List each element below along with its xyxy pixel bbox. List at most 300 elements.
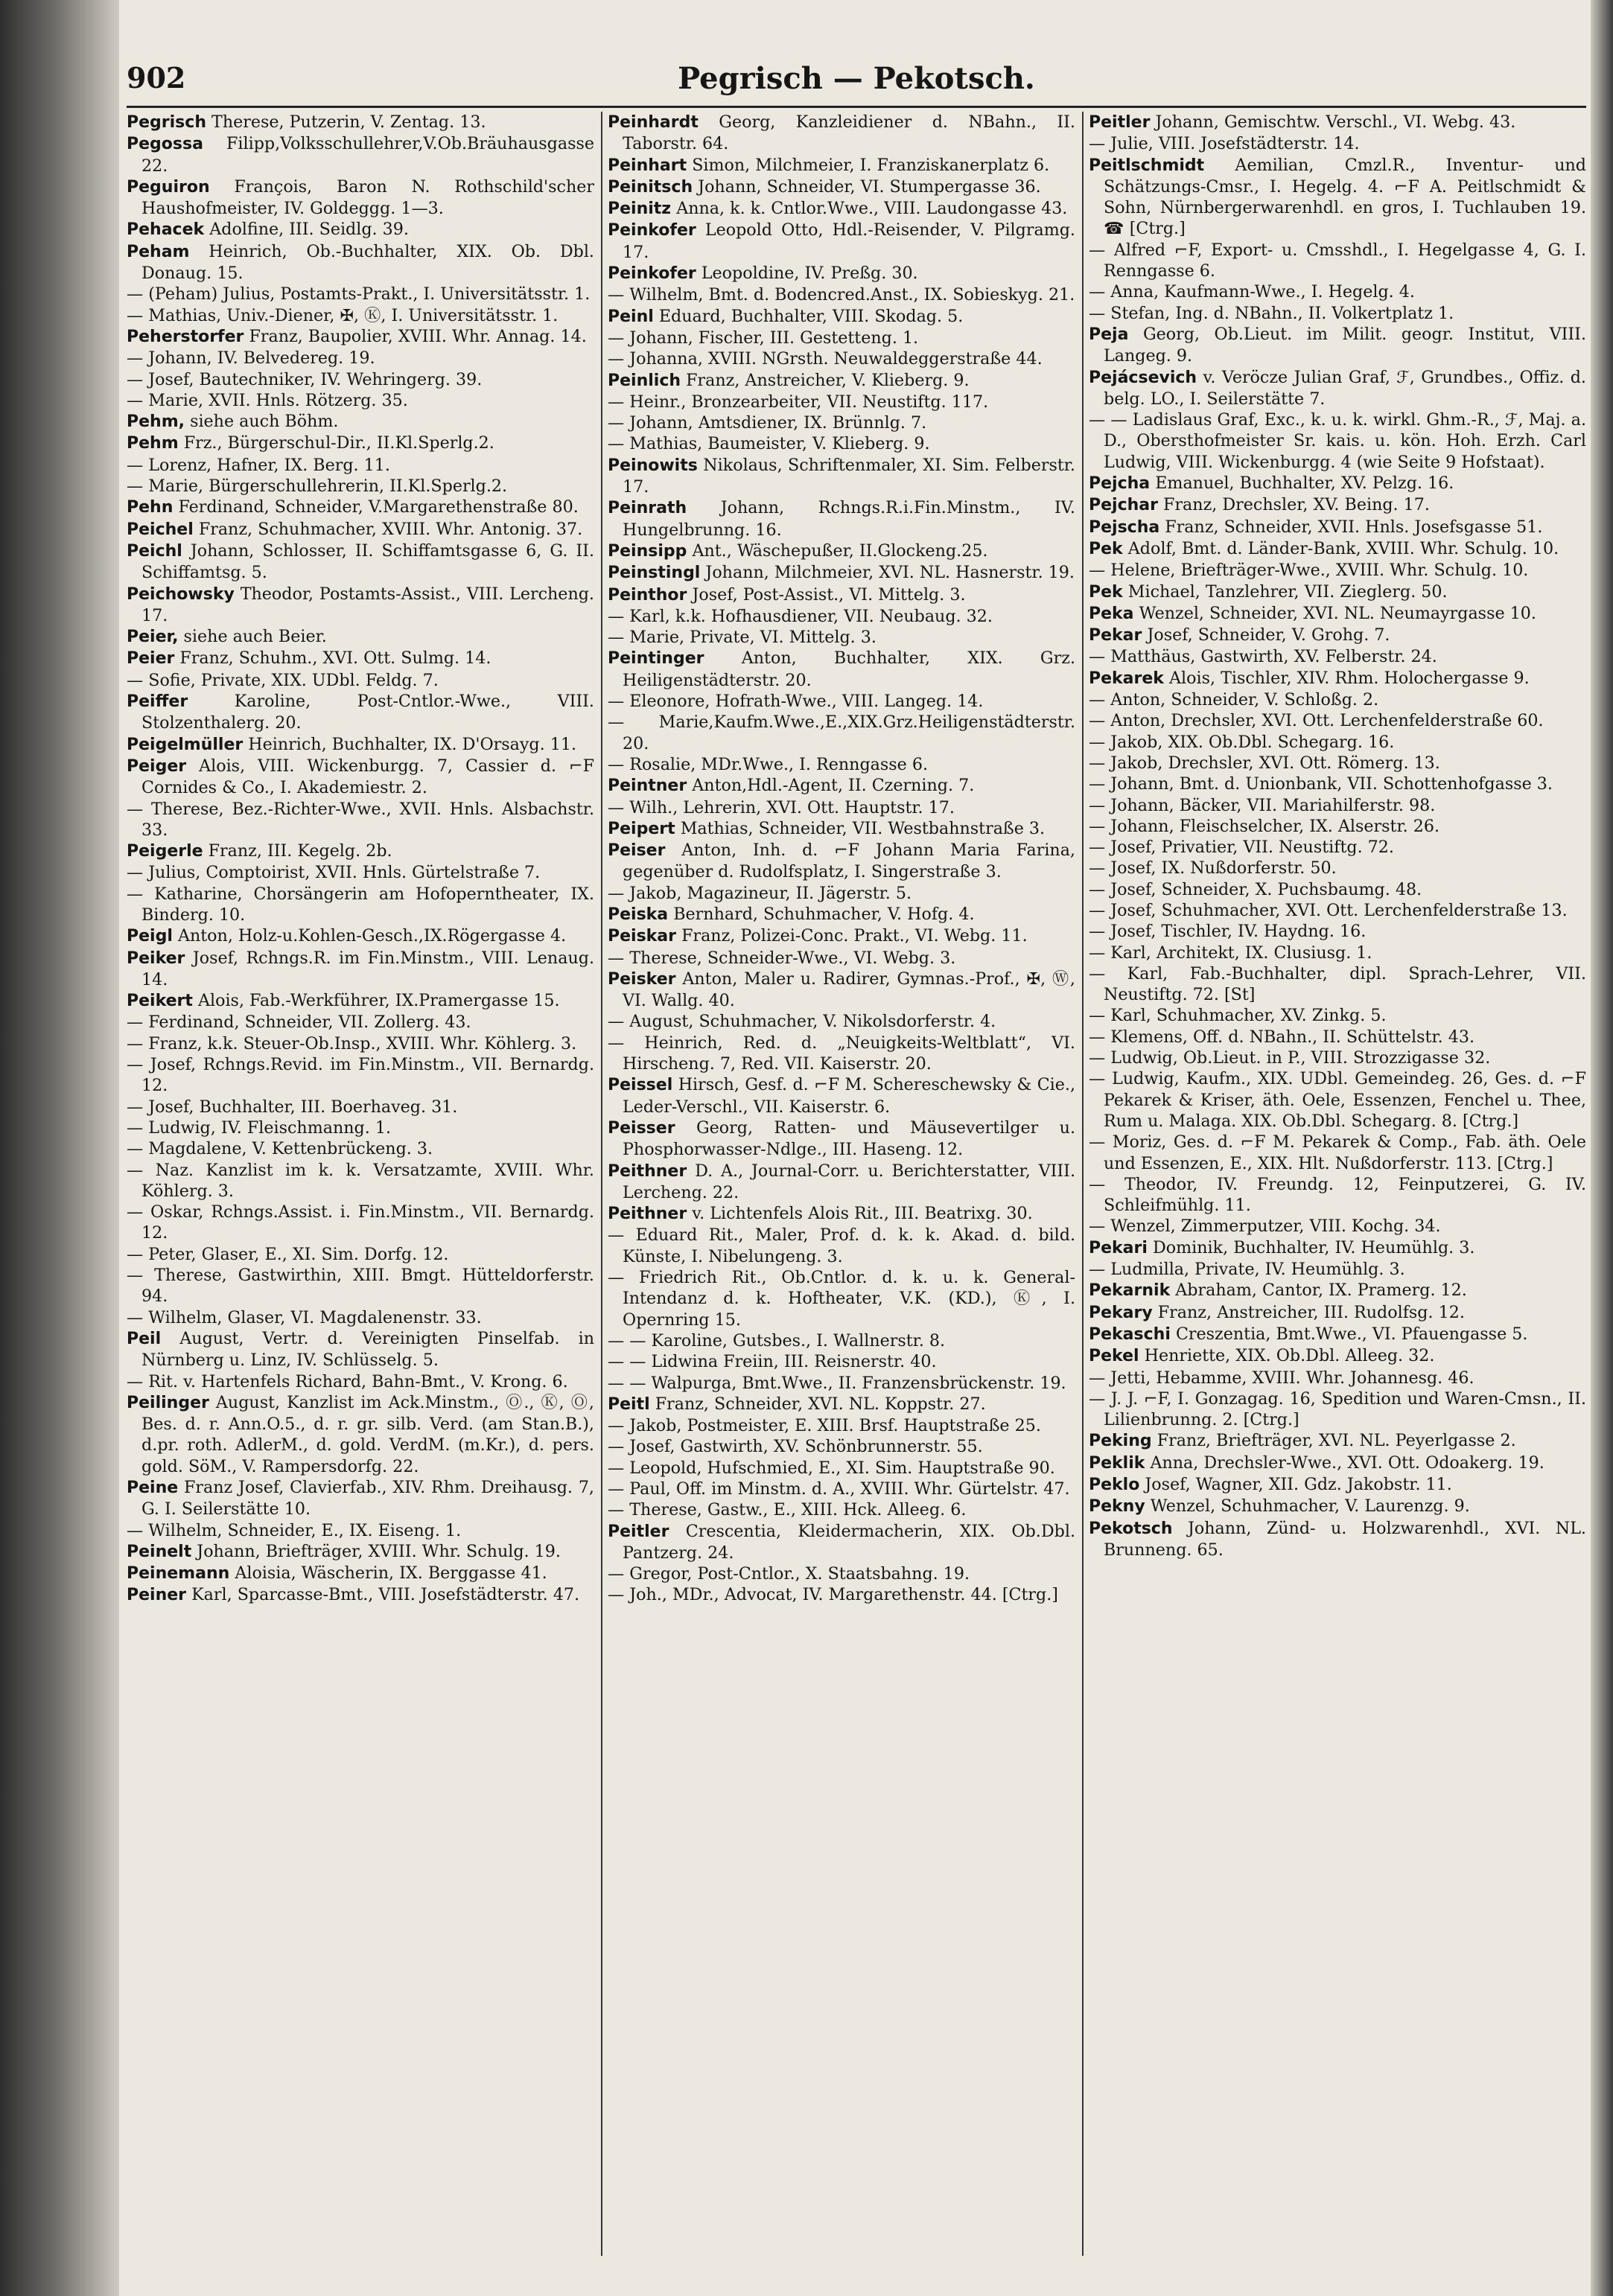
entry-details: — Johann, Fischer, III. Gestetteng. 1. [608,328,919,348]
entry-details: — Jakob, Postmeister, E. XIII. Brsf. Hauptstraße 25. [608,1416,1041,1436]
directory-entry [608,1203,1075,1225]
entry-details: Johann, Briefträger, XVIII. Whr. Schulg. 19. [197,1541,561,1561]
entry-details: Simon, Milchmeier, I. Franziskanerplatz 6. [692,155,1050,175]
entry-details: — Josef, Bautechniker, IV. Wehringerg. 39. [127,369,483,389]
directory-entry [127,284,594,304]
entry-details: Franz, Schneider, XVI. NL. Koppstr. 27. [655,1394,986,1414]
entry-details: Emanuel, Buchhalter, XV. Pelzg. 16. [1155,473,1454,494]
entry-details: Therese, Putzerin, V. Zentag. 13. [211,112,486,132]
entry-details: — Marie, Private, VI. Mittelg. 3. [608,628,877,648]
directory-entry [127,1138,594,1159]
entry-surname: Peinlich [608,371,681,390]
entry-surname: Peinrath [608,499,687,518]
entry-details: — Paul, Off. im Minstm. d. A., XVIII. Whr. Gürtelstr. 47. [608,1479,1070,1499]
entry-surname: Peier [127,649,175,669]
directory-entry [127,1520,594,1541]
directory-entry [127,133,594,176]
entry-details: Leopold Otto, Hdl.-Reisender, V. Pilgramg. 17. [623,220,1075,262]
directory-entry [127,670,594,691]
directory-entry [127,948,594,991]
entry-details: — Heinr., Bronzearbeiter, VII. Neustiftg. 117. [608,392,989,412]
entry-surname: Peking [1089,1432,1152,1451]
directory-entry [1089,943,1586,963]
directory-entry [608,1033,1075,1075]
page-gutter-shadow [0,0,119,2296]
directory-entry [127,862,594,883]
directory-entry [127,626,594,648]
entry-details: — Karl, Fab.-Buchhalter, dipl. Sprach-Lehrer, VII. Neustiftg. 72. [St] [1089,963,1586,1005]
entry-details: — Katharine, Chorsängerin am Hofoperntheater, IX. Binderg. 10. [127,884,594,925]
entry-details: D. A., Journal-Corr. u. Berichterstatter, VIII. Lercheng. 22. [623,1161,1075,1202]
directory-entry [1089,133,1586,154]
directory-entry [608,1161,1075,1204]
directory-entry [127,1160,594,1202]
entry-surname: Peine [127,1479,179,1497]
directory-entry [127,219,594,240]
entry-details: Franz, III. Kegelg. 2b. [208,841,392,861]
entry-surname: Pekarnik [1089,1281,1171,1301]
entry-surname: Peinitz [608,200,672,219]
entry-surname: Peinstingl [608,564,701,583]
directory-entry [1089,710,1586,731]
directory-entry [127,326,594,348]
entry-details: Adolf, Bmt. d. Länder-Bank, XVIII. Whr. Schulg. 10. [1127,538,1559,558]
column-divider [1082,112,1084,2256]
directory-entry [127,925,594,947]
entry-surname: Peklik [1089,1453,1145,1473]
directory-entry [127,884,594,926]
entry-surname: Peinl [608,307,654,326]
entry-details: — Wenzel, Zimmerputzer, VIII. Kochg. 34. [1089,1216,1441,1237]
entry-surname: Pek [1089,539,1123,558]
entry-details: — Johann, IV. Belvedereg. 19. [127,348,375,369]
entry-details: Leopoldine, IV. Preßg. 30. [701,264,918,284]
directory-entry [608,584,1075,606]
entry-details: Johann, Gemischtw. Verschl., VI. Webg. 43. [1155,112,1516,132]
entry-details: — Marie,Kaufm.Wwe.,E.,XIX.Grz.Heiligenstädterstr. 20. [608,712,1075,753]
entry-details: — Moriz, Ges. d. ⌐F M. Pekarek & Comp., Fab. äth. Oele und Essenzen, E., XIX. Hlt. Nußdorferstr. 113. [Ctrg.] [1089,1132,1586,1173]
entry-details: Anton, Buchhalter, XIX. Grz. Heiligenstädterstr. 20. [623,648,1075,690]
entry-surname: Peigelmüller [127,735,244,754]
directory-entry [608,627,1075,648]
entry-details: Karoline, Post-Cntlor.-Wwe., VIII. Stolzenthalerg. 20. [141,692,594,733]
entry-surname: Pejchar [1089,496,1158,515]
entry-details: — Naz. Kanzlist im k. k. Versatzamte, XVIII. Whr. Köhlerg. 3. [127,1160,594,1201]
entry-details: — Jakob, XIX. Ob.Dbl. Schegarg. 16. [1089,732,1395,752]
entry-details: Anton,Hdl.-Agent, II. Czerning. 7. [692,776,975,796]
directory-entry [1089,879,1586,900]
entry-details: Franz, Anstreicher, V. Klieberg. 9. [686,370,970,390]
directory-entry [1089,1430,1586,1452]
entry-details: — Josef, Gastwirth, XV. Schönbrunnerstr. 55. [608,1437,983,1457]
directory-entry [127,433,594,454]
entry-surname: Peiffer [127,692,188,712]
entry-details: Mathias, Schneider, VII. Westbahnstraße 3. [680,818,1046,838]
entry-details: Alois, VIII. Wickenburgg. 7, Cassier d. ⌐F Cornides & Co., I. Akademiestr. 2. [141,756,594,798]
directory-entry [127,734,594,756]
entry-details: — Ludwig, IV. Fleischmanng. 1. [127,1117,392,1138]
directory-entry [1089,281,1586,302]
entry-details: — (Peham) Julius, Postamts-Prakt., I. Universitätsstr. 1. [127,284,591,304]
directory-entry [1089,858,1586,878]
entry-details: — Therese, Bez.-Richter-Wwe., XVII. Hnls. Alsbachstr. 33. [127,799,594,840]
directory-entry [1089,603,1586,625]
directory-entry [1089,1302,1586,1324]
entry-details: August, Kanzlist im Ack.Minstm., Ⓞ., Ⓚ, Ⓞ, Bes. d. r. Ann.O.5., d. r. gr. silb. Verd. (am Stan.B.), d.pr. roth. AdlerM., d. gold. VerdM. (m.Kr.), d. pers. gold. SöM., V. Rampersdorfg. 22. [141,1392,594,1476]
directory-entry [1089,689,1586,710]
entry-details: — Ludwig, Ob.Lieut. in P., VIII. Strozzigasse 32. [1089,1048,1491,1068]
entry-details: Aloisia, Wäscherin, IX. Berggasse 41. [235,1563,547,1584]
entry-details: Johann, Schlosser, II. Schiffamtsgasse 6, G. II. Schiffamtsg. 5. [141,540,594,583]
entry-surname: Peissel [608,1076,673,1095]
directory-entry [608,455,1075,498]
directory-entry [608,497,1075,540]
entry-details: Crescentia, Kleidermacherin, XIX. Ob.Dbl. Pantzerg. 24. [623,1521,1075,1563]
directory-entry [1089,581,1586,603]
entry-details: — Gregor, Post-Cntlor., X. Staatsbahng. 19. [608,1564,970,1584]
entry-surname: Peiner [127,1586,187,1605]
entry-details: — Wilhelm, Schneider, E., IX. Eiseng. 1. [127,1520,462,1540]
entry-surname: Peinemann [127,1564,230,1584]
entry-details: Creszentia, Bmt.Wwe., VI. Pfauengasse 5. [1175,1324,1528,1344]
directory-entry [127,1563,594,1584]
directory-entry [1089,367,1586,410]
entry-surname: Peithner [608,1161,687,1181]
entry-surname: Peinsipp [608,541,687,561]
directory-entry [127,1307,594,1328]
directory-entry [1089,1068,1586,1132]
directory-entry [1089,473,1586,494]
directory-entry [608,1436,1075,1457]
directory-entry [608,540,1075,562]
entry-surname: Peinelt [127,1542,192,1561]
entry-details: — Helene, Briefträger-Wwe., XVIII. Whr. Schulg. 10. [1089,561,1529,581]
column-2 [608,112,1075,2271]
entry-details: Theodor, Postamts-Assist., VIII. Lercheng. 17. [141,584,594,625]
page-edge-shadow [1591,0,1613,2296]
entry-details: — Josef, Tischler, IV. Haydng. 16. [1089,922,1367,942]
directory-entry [127,691,594,734]
directory-entry [127,390,594,411]
directory-entry [608,818,1075,840]
entry-surname: Peitl [608,1394,650,1414]
entry-details: — Marie, Bürgerschullehrerin, II.Kl.Sperlg.2. [127,476,508,497]
entry-details: — Lorenz, Hafner, IX. Berg. 11. [127,455,390,475]
entry-surname: Peiser [608,841,666,861]
directory-entry [608,948,1075,969]
directory-entry [127,1117,594,1138]
directory-entry [127,1477,594,1520]
directory-entry [127,1584,594,1606]
entry-details: — Alfred ⌐F, Export- u. Cmsshdl., I. Hegelgasse 4, G. I. Renngasse 6. [1089,240,1586,281]
entry-details: — Ferdinand, Schneider, VII. Zollerg. 43. [127,1013,471,1033]
directory-entry [608,392,1075,412]
directory-entry [608,1117,1075,1161]
entry-details: — Anna, Kaufmann-Wwe., I. Hegelg. 4. [1089,282,1415,302]
entry-details: Anna, Drechsler-Wwe., XVI. Ott. Odoakerg. 19. [1150,1452,1544,1473]
entry-surname: Peichl [127,541,182,561]
directory-entry [1089,1368,1586,1388]
entry-surname: Peklo [1089,1476,1140,1494]
entry-details: Josef, Schneider, V. Grohg. 7. [1147,625,1390,645]
directory-entry [1089,625,1586,646]
entry-details: — Josef, Schneider, X. Puchsbaumg. 48. [1089,879,1422,899]
entry-details: Bernhard, Schuhmacher, V. Hofg. 4. [673,904,975,924]
entry-details: — Jakob, Magazineur, II. Jägerstr. 5. [608,883,912,903]
entry-details: — Rit. v. Hartenfels Richard, Bahn-Bmt., V. Krong. 6. [127,1371,568,1391]
directory-entry [127,584,594,627]
entry-surname: Peka [1089,604,1134,623]
entry-surname: Peigl [127,927,173,946]
entry-surname: Peinhart [608,156,687,175]
entry-details: — Rosalie, MDr.Wwe., I. Renngasse 6. [608,754,929,774]
entry-surname: Peham [127,242,190,261]
entry-details: Filipp,Volksschullehrer,V.Ob.Bräuhausgasse 22. [141,134,594,176]
directory-entry [1089,646,1586,667]
entry-details: — Mathias, Baumeister, V. Klieberg. 9. [608,434,930,454]
directory-entry [608,754,1075,775]
entry-details: v. Lichtenfels Alois Rit., III. Beatrixg. 30. [692,1204,1033,1224]
entry-surname: Peinkofer [608,264,696,284]
entry-details: Franz, Schuhm., XVI. Ott. Sulmg. 14. [179,648,491,669]
page-number: 902 [127,61,186,95]
directory-entry [1089,1005,1586,1026]
entry-details: Alois, Tischler, XIV. Rhm. Holochergasse 9. [1169,668,1530,688]
entry-details: Johann, Schneider, VI. Stumpergasse 36. [698,176,1041,197]
entry-details: — Therese, Gastw., E., XIII. Hck. Alleeg. 6. [608,1500,967,1520]
directory-entry [127,369,594,390]
entry-surname: Peinitsch [608,177,693,197]
entry-surname: Peikert [127,992,193,1011]
directory-entry [127,519,594,540]
directory-entry [127,348,594,369]
directory-entry [1089,1237,1586,1259]
directory-entry [1089,517,1586,538]
directory-entry [127,799,594,841]
entry-details: siehe auch Beier. [183,627,327,647]
entry-details: Josef, Wagner, XII. Gdz. Jakobstr. 11. [1145,1475,1452,1494]
entry-details: — Wilhelm, Glaser, VI. Magdalenenstr. 33. [127,1307,482,1327]
entry-details: Josef, Rchngs.R. im Fin.Minstm., VIII. Lenaug. 14. [141,948,594,989]
entry-surname: Peiska [608,905,669,924]
directory-entry [127,241,594,284]
directory-entry [608,155,1075,176]
entry-details: — August, Schuhmacher, V. Nikolsdorferstr. 4. [608,1012,996,1032]
entry-details: Georg, Ratten- und Mäusevertilger u. Phosphorwasser-Ndlge., III. Haseng. 12. [623,1117,1075,1160]
directory-entry [127,1012,594,1033]
entry-details: — — Ladislaus Graf, Exc., k. u. k. wirkl. Ghm.-R., ℱ, Maj. a. D., Obersthofmeister Sr. kais. u. kön. Hoh. Erzh. Carl Ludwig, VIII. Wickenburgg. 4 (wie Seite 9 Hofstaat). [1089,410,1586,472]
entry-details: Adolfine, III. Seidlg. 39. [209,220,409,240]
directory-entry [1089,240,1586,282]
entry-details: Franz, Drechsler, XV. Being. 17. [1163,495,1430,515]
entry-details: — Marie, XVII. Hnls. Rötzerg. 35. [127,390,408,410]
entry-surname: Pejscha [1089,517,1160,537]
entry-details: — Joh., MDr., Advocat, IV. Margarethenstr. 44. [Ctrg.] [608,1585,1058,1605]
entry-surname: Peil [127,1329,162,1348]
entry-details: Franz, Briefträger, XVI. NL. Peyerlgasse 2. [1157,1431,1516,1451]
entry-details: — Johann, Amtsdiener, IX. Brünnlg. 7. [608,413,927,433]
directory-entry [1089,560,1586,581]
entry-surname: Pekaschi [1089,1324,1171,1344]
directory-entry [1089,732,1586,753]
directory-entry [608,306,1075,328]
directory-entry [1089,494,1586,516]
entry-details: Hirsch, Gesf. d. ⌐F M. Schereschewsky & Cie., Leder-Verschl., VII. Kaiserstr. 6. [623,1075,1075,1117]
entry-details: Johann, Zünd- u. Holzwarenhdl., XVI. NL. Brunneng. 65. [1104,1518,1586,1560]
directory-entry [127,1244,594,1265]
entry-details: — Matthäus, Gastwirth, XV. Felberstr. 24. [1089,647,1437,667]
directory-entry [608,1563,1075,1584]
directory-entry [127,1202,594,1244]
entry-surname: Peigerle [127,842,203,861]
entry-surname: Peitlschmidt [1089,156,1205,175]
entry-details: — Wilhelm, Bmt. d. Bodencred.Anst., IX. Sobieskyg. 21. [608,285,1075,305]
directory-entry [1089,1518,1586,1561]
entry-details: Michael, Tanzlehrer, VII. Zieglerg. 50. [1127,581,1448,602]
entry-details: Heinrich, Ob.-Buchhalter, XIX. Ob. Dbl. Donaug. 15. [141,241,594,284]
directory-entry [608,176,1075,198]
entry-details: — Ludmilla, Private, IV. Heumühlg. 3. [1089,1260,1405,1280]
directory-entry [127,1265,594,1307]
directory-entry [1089,538,1586,560]
entry-details: — — Karoline, Gutsbes., I. Wallnerstr. 8. [608,1330,946,1351]
directory-entry [1089,1496,1586,1517]
directory-entry [127,1054,594,1097]
entry-details: — Ludwig, Kaufm., XIX. UDbl. Gemeindeg. 26, Ges. d. ⌐F Pekarek & Kriser, äth. Oele, Essenzen, Fenchel u. Thee, Rum u. Malaga. XIX. Ob.Dbl. Schegarg. 8. [Ctrg.] [1089,1069,1586,1131]
directory-entry [608,1074,1075,1117]
entry-surname: Pekotsch [1089,1519,1173,1538]
entry-details: — Josef, Rchngs.Revid. im Fin.Minstm., VII. Bernardg. 12. [127,1055,594,1096]
directory-entry [1089,1047,1586,1068]
entry-details: Karl, Sparcasse-Bmt., VIII. Josefstädterstr. 47. [191,1585,580,1605]
entry-details: — Eleonore, Hofrath-Wwe., VIII. Langeg. 14. [608,692,984,712]
entry-details: — Karl, k.k. Hofhausdiener, VII. Neubaug. 32. [608,606,993,626]
entry-details: Heinrich, Buchhalter, IX. D'Orsayg. 11. [248,734,577,754]
directory-entry [608,562,1075,584]
entry-surname: Peinhardt [608,113,699,132]
directory-entry [127,1392,594,1477]
directory-entry [608,1011,1075,1032]
directory-entry [608,1458,1075,1479]
entry-surname: Peintner [608,777,687,796]
entry-details: siehe auch Böhm. [190,412,339,432]
entry-surname: Pehn [127,498,174,517]
entry-details: Franz, Baupolier, XVIII. Whr. Annag. 14. [249,326,587,346]
entry-details: — Josef, Schuhmacher, XVI. Ott. Lerchenfelderstraße 13. [1089,900,1568,920]
directory-entry [127,1328,594,1371]
directory-entry [1089,1345,1586,1367]
directory-entry [608,1225,1075,1267]
directory-entry [1089,1027,1586,1047]
directory-entry [1089,155,1586,240]
entry-surname: Peilinger [127,1393,209,1412]
entry-surname: Pehacek [127,220,205,240]
directory-entry [608,925,1075,947]
entry-details: — — Walpurga, Bmt.Wwe., II. Franzensbrückenstr. 19. [608,1373,1066,1393]
entry-details: — Josef, Buchhalter, III. Boerhaveg. 31. [127,1097,458,1117]
directory-entry [127,841,594,862]
directory-entry [608,712,1075,754]
directory-entry [127,1097,594,1117]
entry-details: — Josef, IX. Nußdorferstr. 50. [1089,858,1337,878]
directory-entry [608,1351,1075,1372]
directory-entry [1089,1474,1586,1496]
entry-details: Franz Josef, Clavierfab., XIV. Rhm. Dreihausg. 7, G. I. Seilerstätte 10. [141,1478,594,1519]
entry-details: Josef, Post-Assist., VI. Mittelg. 3. [692,584,966,605]
entry-surname: Peja [1089,325,1129,344]
directory-entry [1089,837,1586,858]
entry-surname: Pekari [1089,1238,1148,1257]
directory-entry [1089,1388,1586,1431]
entry-details: — Sofie, Private, XIX. UDbl. Feldg. 7. [127,670,439,690]
entry-surname: Pek [1089,582,1123,602]
entry-surname: Pejácsevich [1089,368,1197,387]
directory-entry [608,412,1075,433]
entry-details: — Julie, VIII. Josefstädterstr. 14. [1089,134,1360,154]
entry-details: — Anton, Schneider, V. Schloßg. 2. [1089,690,1379,710]
directory-entry [608,433,1075,454]
entry-details: Abraham, Cantor, IX. Pramerg. 12. [1175,1281,1467,1301]
entry-details: — Mathias, Univ.-Diener, ✠, Ⓚ, I. Universitätsstr. 1. [127,305,559,325]
directory-entry [608,328,1075,348]
entry-details: v. Veröcze Julian Graf, ℱ, Grundbes., Offiz. d. belg. LO., I. Seilerstätte 7. [1104,367,1586,409]
entry-surname: Peichel [127,520,194,539]
directory-entry [608,606,1075,627]
entry-details: Georg, Kanzleidiener d. NBahn., II. Taborstr. 64. [623,112,1075,154]
directory-entry [608,904,1075,925]
entry-surname: Peiker [127,948,185,968]
entry-surname: Pekar [1089,626,1142,645]
directory-entry [1089,409,1586,473]
directory-entry [1089,921,1586,942]
directory-entry [608,1330,1075,1351]
directory-columns [127,112,1586,2271]
running-title: Pegrisch — Pekotsch. [678,61,1035,96]
column-divider [601,112,602,2256]
directory-entry [608,1394,1075,1415]
directory-entry [1089,1174,1586,1216]
entry-surname: Peiskar [608,927,677,946]
directory-entry [127,990,594,1012]
entry-details: — Magdalene, V. Kettenbrückeng. 3. [127,1139,433,1159]
directory-entry [608,263,1075,284]
entry-surname: Peintinger [608,649,704,669]
entry-surname: Peguiron [127,177,210,197]
entry-details: — Johann, Fleischselcher, IX. Alserstr. 26. [1089,816,1440,836]
directory-entry [1089,900,1586,921]
header-rule [127,106,1586,108]
entry-surname: Pehm, [127,412,185,432]
entry-details: — Eduard Rit., Maler, Prof. d. k. k. Akad. d. bild. Künste, I. Nibelungeng. 3. [608,1225,1075,1266]
entry-details: Anton, Holz-u.Kohlen-Gesch.,IX.Rögergasse 4. [177,926,567,946]
directory-entry [127,648,594,669]
page-header [127,61,1586,106]
entry-details: Franz, Schuhmacher, XVIII. Whr. Antonig. 37. [198,519,583,539]
entry-details: Anna, k. k. Cntlor.Wwe., VIII. Laudongasse 43. [676,199,1068,219]
entry-details: — Johann, Bmt. d. Unionbank, VII. Schottenhofgasse 3. [1089,774,1553,794]
directory-entry [608,220,1075,263]
directory-entry [608,969,1075,1012]
entry-surname: Pegrisch [127,113,206,132]
directory-entry [1089,668,1586,689]
entry-details: — Johanna, XVIII. NGrsth. Neuwaldeggerstraße 44. [608,349,1043,369]
entry-surname: Peier, [127,628,179,647]
entry-details: — Peter, Glaser, E., XI. Sim. Dorfg. 12. [127,1244,449,1264]
directory-entry [127,1033,594,1054]
entry-surname: Pekary [1089,1303,1153,1322]
entry-details: — Therese, Schneider-Wwe., VI. Webg. 3. [608,948,956,968]
entry-details: — Karl, Architekt, IX. Clusiusg. 1. [1089,943,1372,963]
